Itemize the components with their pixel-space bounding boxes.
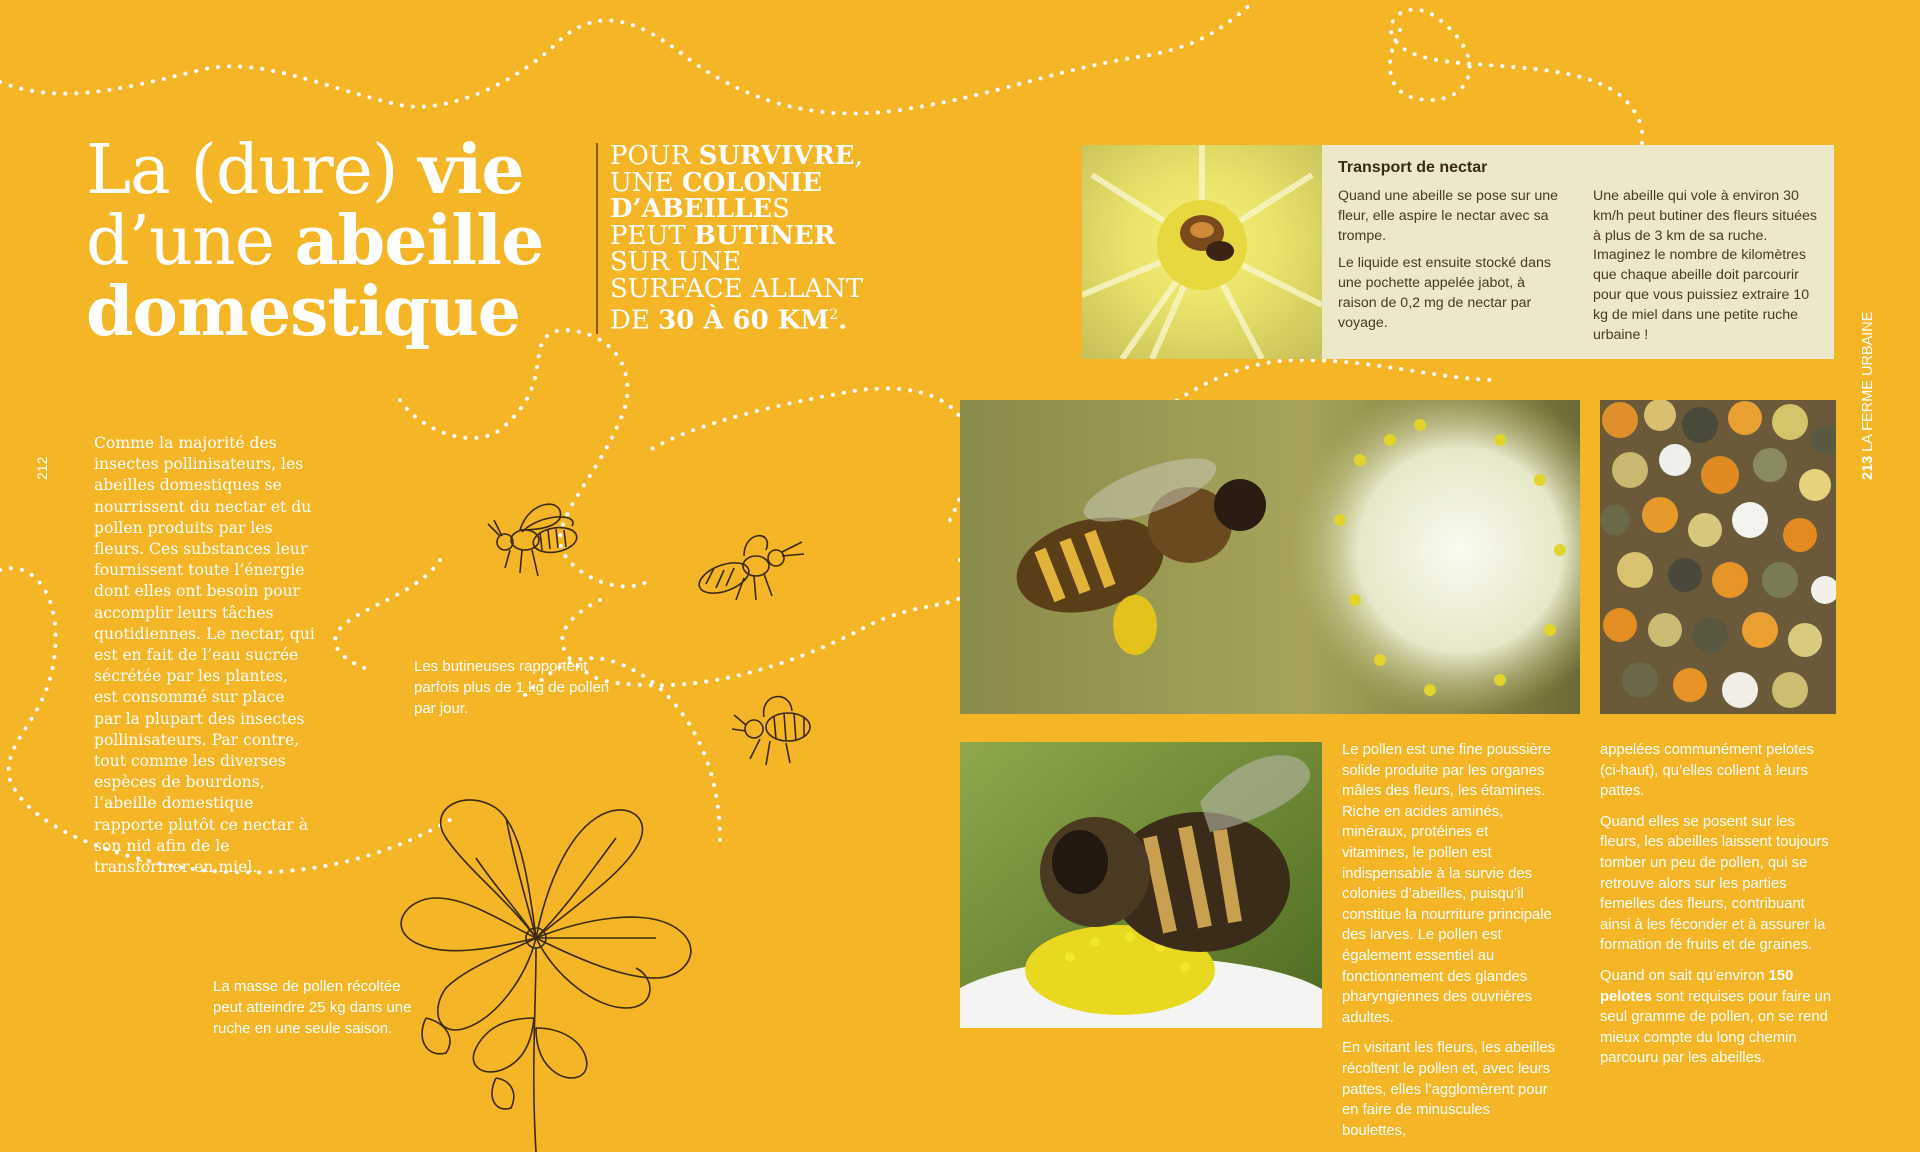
pull-quote-text: PEUT [610, 220, 694, 251]
pull-quote-text: UNE [610, 167, 682, 198]
pull-quote-emph: COLONIE D’ABEILLE [610, 167, 822, 224]
body-paragraph: appelées communément pelotes (ci-haut), qu’elles collent à leurs pattes. [1600, 742, 1814, 800]
pull-quote-text: POUR [610, 141, 699, 171]
body-text-emph: 150 pelotes [1600, 967, 1794, 1005]
pull-quote-emph: BUTINER [694, 220, 836, 251]
page-title [86, 130, 606, 352]
photo-bee-yellow-flower [1082, 145, 1322, 359]
title-light-2: d’une [86, 202, 295, 281]
pull-quote-text: S [772, 194, 790, 224]
flower-illustration [386, 778, 716, 1152]
caption-foragers: Les butineuses rapportent parfois plus de 1 kg de pollen par jour. [414, 658, 610, 717]
body-paragraph: Le pollen est une fine poussière solide produite par les organes mâles des fleurs, les étamines. Riche en acides aminés, minéraux, protéines et vitamines, le pollen est indispensable à la survie des colonies d’abeilles, puisqu’il constitue la nourriture principale des larves. Le pollen est également essentiel au fonctionnement des glandes pharyngiennes des ouvrières adultes. [1342, 742, 1552, 1026]
info-box-paragraph: Une abeille qui vole à environ 30 km/h peut butiner des fleurs situées à plus de 3 km de sa ruche. Imaginez le nombre de kilomètres que chaque abeille doit parcourir pour que vous puissiez extraire 10 kg de miel dans une petite ruche urbaine ! [1593, 188, 1817, 343]
page-number-left: 212 [34, 456, 50, 480]
pull-quote-superscript: 2 [829, 307, 839, 323]
photo-pollen-pellets [1600, 400, 1836, 714]
bee-illustration [684, 530, 814, 615]
pull-quote [596, 143, 870, 334]
intro-paragraph: Comme la majorité des insectes pollinisateurs, les abeilles domestiques se nourrissent du nectar et du pollen produits par les fleurs. Ces substances leur fournissent toute l’énergie dont elles ont besoin pour accomplir leurs tâches quotidiennes. Le nectar, qui est en fait de l’eau sucrée sécrétée par les plantes, est consommé sur place par la plupart des insectes pollinisateurs. Par contre, tout comme les diverses espèces de bourdons, l’abeille domestique rapporte plutôt ce nectar à son nid afin de le transformer en miel. [94, 434, 315, 877]
pull-quote-text: SUR UNE SURFACE ALLANT DE [610, 247, 864, 336]
title-bold-1: vie [418, 130, 524, 210]
title-light-1: La (dure) [86, 131, 419, 210]
body-text: sont requises pour faire un seul gramme de pollen, on se rend mieux compte du long chemin parcouru par les abeilles. [1600, 988, 1832, 1067]
pull-quote-emph: SURVIVRE [698, 141, 855, 171]
photo-bee-in-flight [960, 400, 1580, 714]
page-number-right [1860, 312, 1876, 480]
pollen-text-column-1 [1342, 740, 1558, 1151]
bee-illustration [480, 488, 590, 583]
info-box-paragraph: Quand une abeille se pose sur une fleur, elle aspire le nectar avec sa trompe. [1338, 188, 1559, 244]
title-bold-2: abeille [294, 201, 544, 281]
info-box-paragraph: Le liquide est ensuite stocké dans une pochette appelée jabot, à raison de 0,2 mg de nectar par voyage. [1338, 255, 1551, 331]
caption-pollen-mass: La masse de pollen récoltée peut atteindre 25 kg dans une ruche en une seule saison. [213, 978, 412, 1037]
pull-quote-emph: 30 À 60 KM [658, 305, 830, 336]
info-box-title: Transport de nectar [1338, 159, 1488, 176]
info-box-nectar [1322, 145, 1834, 359]
bee-illustration [730, 685, 825, 770]
photo-bee-collecting-pollen [960, 742, 1322, 1028]
title-bold-3: domestique [86, 272, 520, 352]
body-paragraph: En visitant les fleurs, les abeilles récoltent le pollen et, avec leurs pattes, elles l’agglomèrent pour en faire de minuscules boulettes, [1342, 1040, 1556, 1139]
section-label: LA FERME URBAINE [1860, 311, 1876, 452]
pull-quote-text: , [854, 141, 863, 171]
pull-quote-emph: . [838, 305, 848, 336]
body-paragraph [1600, 966, 1836, 1069]
body-text: Quand on sait qu’environ [1600, 967, 1769, 984]
pollen-text-column-2 [1600, 740, 1836, 1079]
page-number: 213 [1860, 455, 1876, 480]
body-paragraph: Quand elles se posent sur les fleurs, les abeilles laissent toujours tomber un peu de pollen, qui se retrouve alors sur les parties femelles des fleurs, contribuant ainsi à les féconder et à assurer la formation de fruits et de graines. [1600, 813, 1829, 954]
